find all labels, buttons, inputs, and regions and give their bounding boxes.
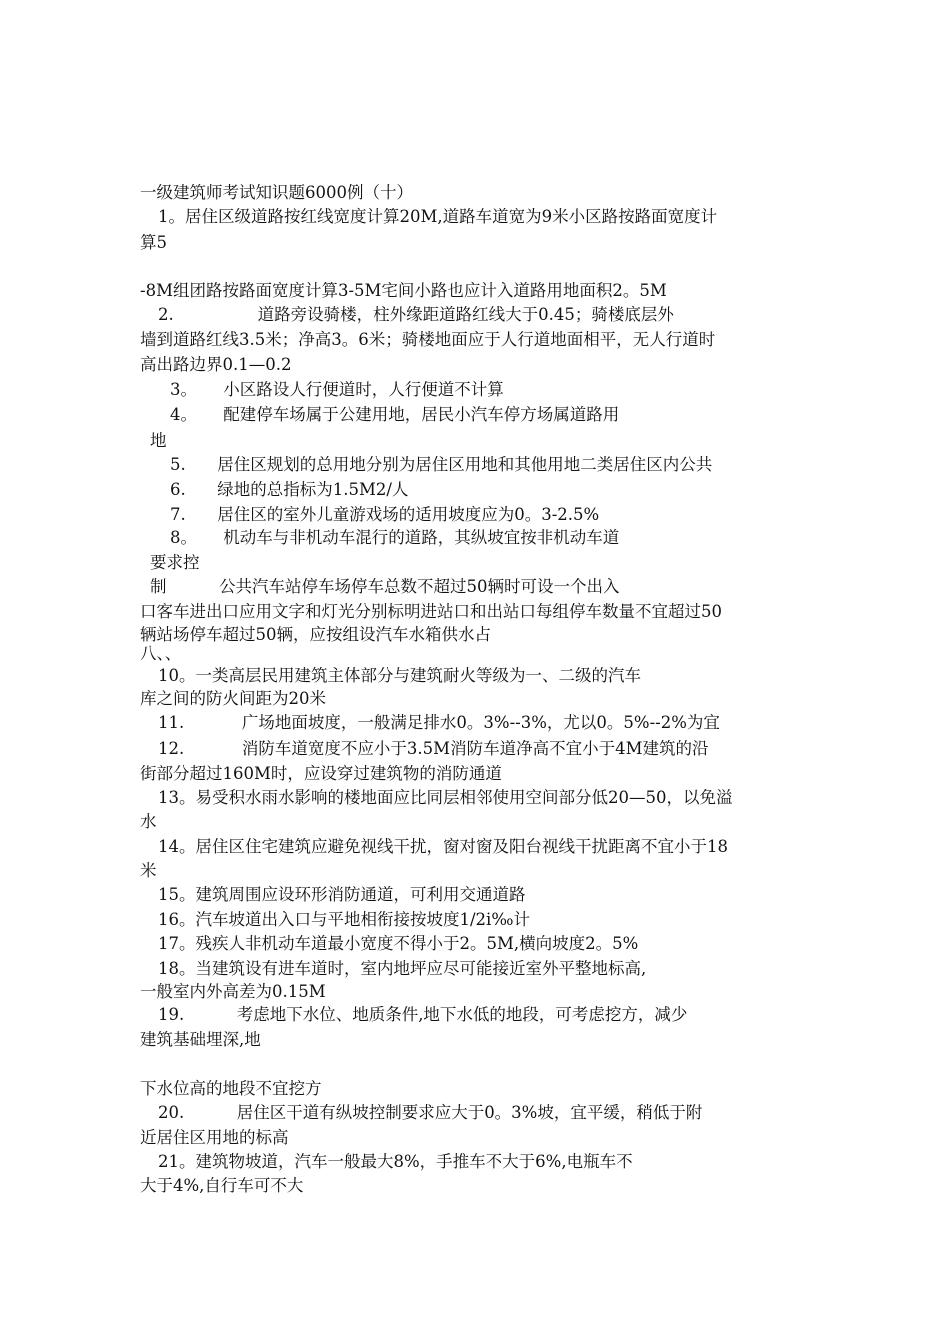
text-line: 要求控 xyxy=(150,553,200,572)
text-line: 10。一类高层民用建筑主体部分与建筑耐火等级为一、二级的汽车 xyxy=(158,666,641,685)
text-line: 水 xyxy=(140,812,157,831)
text-line: 12. 消防车道宽度不应小于3.5M消防车道净高不宜小于4M建筑的沿 xyxy=(158,739,709,758)
text-line: 辆站场停车超过50辆，应按组设汽车水箱供水占 xyxy=(140,625,491,644)
text-line: 8。 机动车与非机动车混行的道路，其纵坡宜按非机动车道 xyxy=(170,528,620,547)
text-line: 高出路边界0.1—0.2 xyxy=(140,355,292,374)
text-line: 13。易受积水雨水影响的楼地面应比同层相邻使用空间部分低20—50，以免溢 xyxy=(158,788,733,807)
text-line: 7. 居住区的室外儿童游戏场的适用坡度应为0。3-2.5% xyxy=(170,505,600,524)
text-line: 一般室内外高差为0.15M xyxy=(140,982,326,1001)
text-line: 下水位高的地段不宜挖方 xyxy=(140,1079,322,1098)
text-line: 八、、 xyxy=(140,644,182,663)
text-line: 11. 广场地面坡度，一般满足排水0。3%--3%，尤以0。5%--2%为宜 xyxy=(158,713,720,732)
text-line: 5. 居住区规划的总用地分别为居住区用地和其他用地二类居住区内公共 xyxy=(170,455,713,474)
text-line: 墙到道路红线3.5米；净高3。6米；骑楼地面应于人行道地面相平，无人行道时 xyxy=(140,330,716,349)
text-line: 21。建筑物坡道，汽车一般最大8%，手推车不大于6%,电瓶车不 xyxy=(158,1152,633,1171)
text-line: 6. 绿地的总指标为1.5M2/人 xyxy=(170,480,409,499)
text-line: 街部分超过160M时，应设穿过建筑物的消防通道 xyxy=(140,764,502,783)
text-line: 库之间的防火间距为20米 xyxy=(140,689,326,708)
text-line: 3。 小区路设人行便道时，人行便道不计算 xyxy=(170,380,504,399)
text-line: 14。居住区住宅建筑应避免视线干扰，窗对窗及阳台视线干扰距离不宜小于18 xyxy=(158,837,728,856)
text-line: -8M组团路按路面宽度计算3-5M宅间小路也应计入道路用地面积2。5M xyxy=(140,281,667,300)
text-line: 大于4%,自行车可不大 xyxy=(140,1176,304,1195)
text-line: 口客车进出口应用文字和灯光分别标明进站口和出站口每组停车数量不宜超过50 xyxy=(140,602,722,621)
text-line: 2. 道路旁设骑楼，柱外缘距道路红线大于0.45；骑楼底层外 xyxy=(158,305,674,324)
text-line: 15。建筑周围应设环形消防通道，可利用交通道路 xyxy=(158,885,526,904)
text-line: 18。当建筑设有进车道时，室内地坪应尽可能接近室外平整地标高, xyxy=(158,959,647,978)
text-line: 16。汽车坡道出入口与平地相衔接按坡度1/2i‰计 xyxy=(158,910,530,929)
text-line: 20. 居住区干道有纵坡控制要求应大于0。3%坡，宜平缓，稍低于附 xyxy=(158,1103,703,1122)
text-line: 17。残疾人非机动车道最小宽度不得小于2。5M,横向坡度2。5% xyxy=(158,934,639,953)
text-line: 4。 配建停车场属于公建用地，居民小汽车停方场属道路用 xyxy=(170,405,620,424)
text-line: 算5 xyxy=(140,233,167,252)
text-line: 米 xyxy=(140,861,157,880)
document-title: 一级建筑师考试知识题6000例（十） xyxy=(140,183,413,202)
text-line: 地 xyxy=(150,431,167,450)
text-line: 制 公共汽车站停车场停车总数不超过50辆时可设一个出入 xyxy=(150,577,620,596)
text-line: 19. 考虑地下水位、地质条件,地下水低的地段，可考虑挖方，减少 xyxy=(158,1005,688,1024)
text-line: 1。居住区级道路按红线宽度计算20M,道路车道宽为9米小区路按路面宽度计 xyxy=(158,207,718,226)
text-line: 近居住区用地的标高 xyxy=(140,1128,289,1147)
text-line: 建筑基础埋深,地 xyxy=(140,1030,261,1049)
